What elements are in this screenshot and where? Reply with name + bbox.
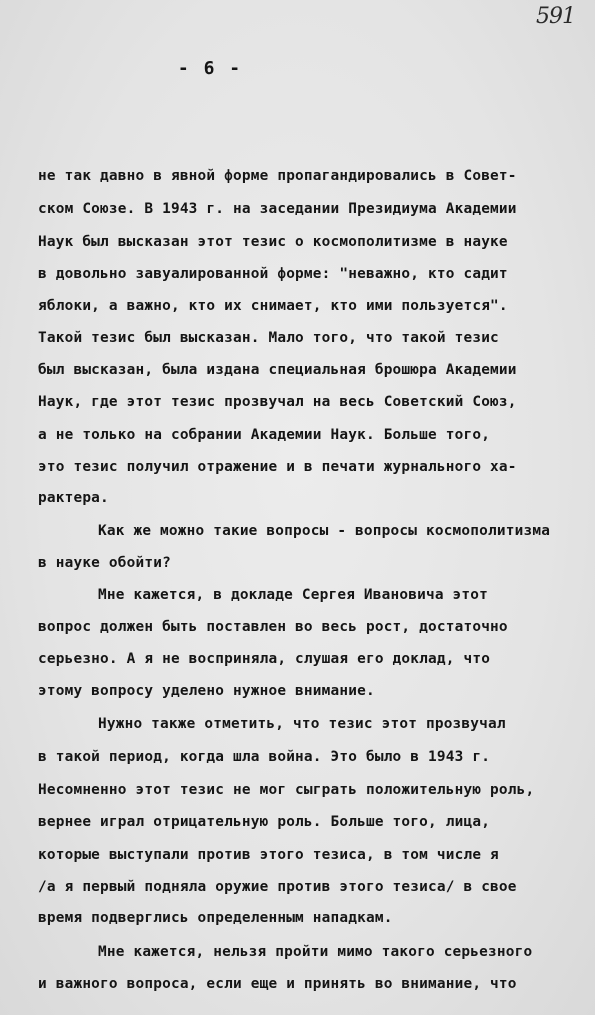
text-line: а не только на собрании Академии Наук. Больше того, — [38, 427, 491, 443]
text-line: вопрос должен быть поставлен во весь рост, достаточно — [38, 619, 508, 635]
text-line: в науке обойти? — [38, 555, 171, 571]
text-line: /а я первый подняла оружие против этого тезиса/ в свое — [38, 879, 517, 895]
text-line: в такой период, когда шла война. Это было в 1943 г. — [38, 749, 491, 765]
text-line: это тезис получил отражение и в печати журнального ха- — [38, 459, 517, 475]
text-line: вернее играл отрицательную роль. Больше того, лица, — [38, 814, 491, 830]
text-line: и важного вопроса, если еще и принять во внимание, что — [38, 976, 517, 992]
page-number: - 6 - — [177, 58, 243, 79]
text-line: Как же можно такие вопросы - вопросы космополитизма — [98, 523, 551, 539]
text-line: ском Союзе. В 1943 г. на заседании Президиума Академии — [38, 201, 517, 217]
text-line: время подверглись определенным нападкам. — [38, 910, 393, 926]
text-line: Нужно также отметить, что тезис этот прозвучал — [98, 716, 506, 732]
text-line: которые выступали против этого тезиса, в том числе я — [38, 847, 499, 863]
text-line: в довольно завуалированной форме: "неважно, кто садит — [38, 266, 508, 282]
text-line: этому вопросу уделено нужное внимание. — [38, 683, 375, 699]
text-line: Наук, где этот тезис прозвучал на весь Советский Союз, — [38, 394, 517, 410]
text-line: Мне кажется, нельзя пройти мимо такого серьезного — [98, 944, 533, 960]
text-line: Наук был высказан этот тезис о космополитизме в науке — [38, 234, 508, 250]
text-line: был высказан, была издана специальная брошюра Академии — [38, 362, 517, 378]
text-line: Несомненно этот тезис не мог сыграть положительную роль, — [38, 782, 535, 798]
text-line: рактера. — [38, 490, 109, 506]
archive-page-number: 591 — [536, 4, 575, 29]
text-line: серьезно. А я не восприняла, слушая его доклад, что — [38, 651, 491, 667]
text-line: яблоки, а важно, кто их снимает, кто ими пользуется". — [38, 298, 508, 314]
text-line: Мне кажется, в докладе Сергея Ивановича этот — [98, 587, 489, 603]
text-line: Такой тезис был высказан. Мало того, что такой тезис — [38, 330, 499, 346]
text-line: не так давно в явной форме пропагандировались в Совет- — [38, 168, 517, 184]
